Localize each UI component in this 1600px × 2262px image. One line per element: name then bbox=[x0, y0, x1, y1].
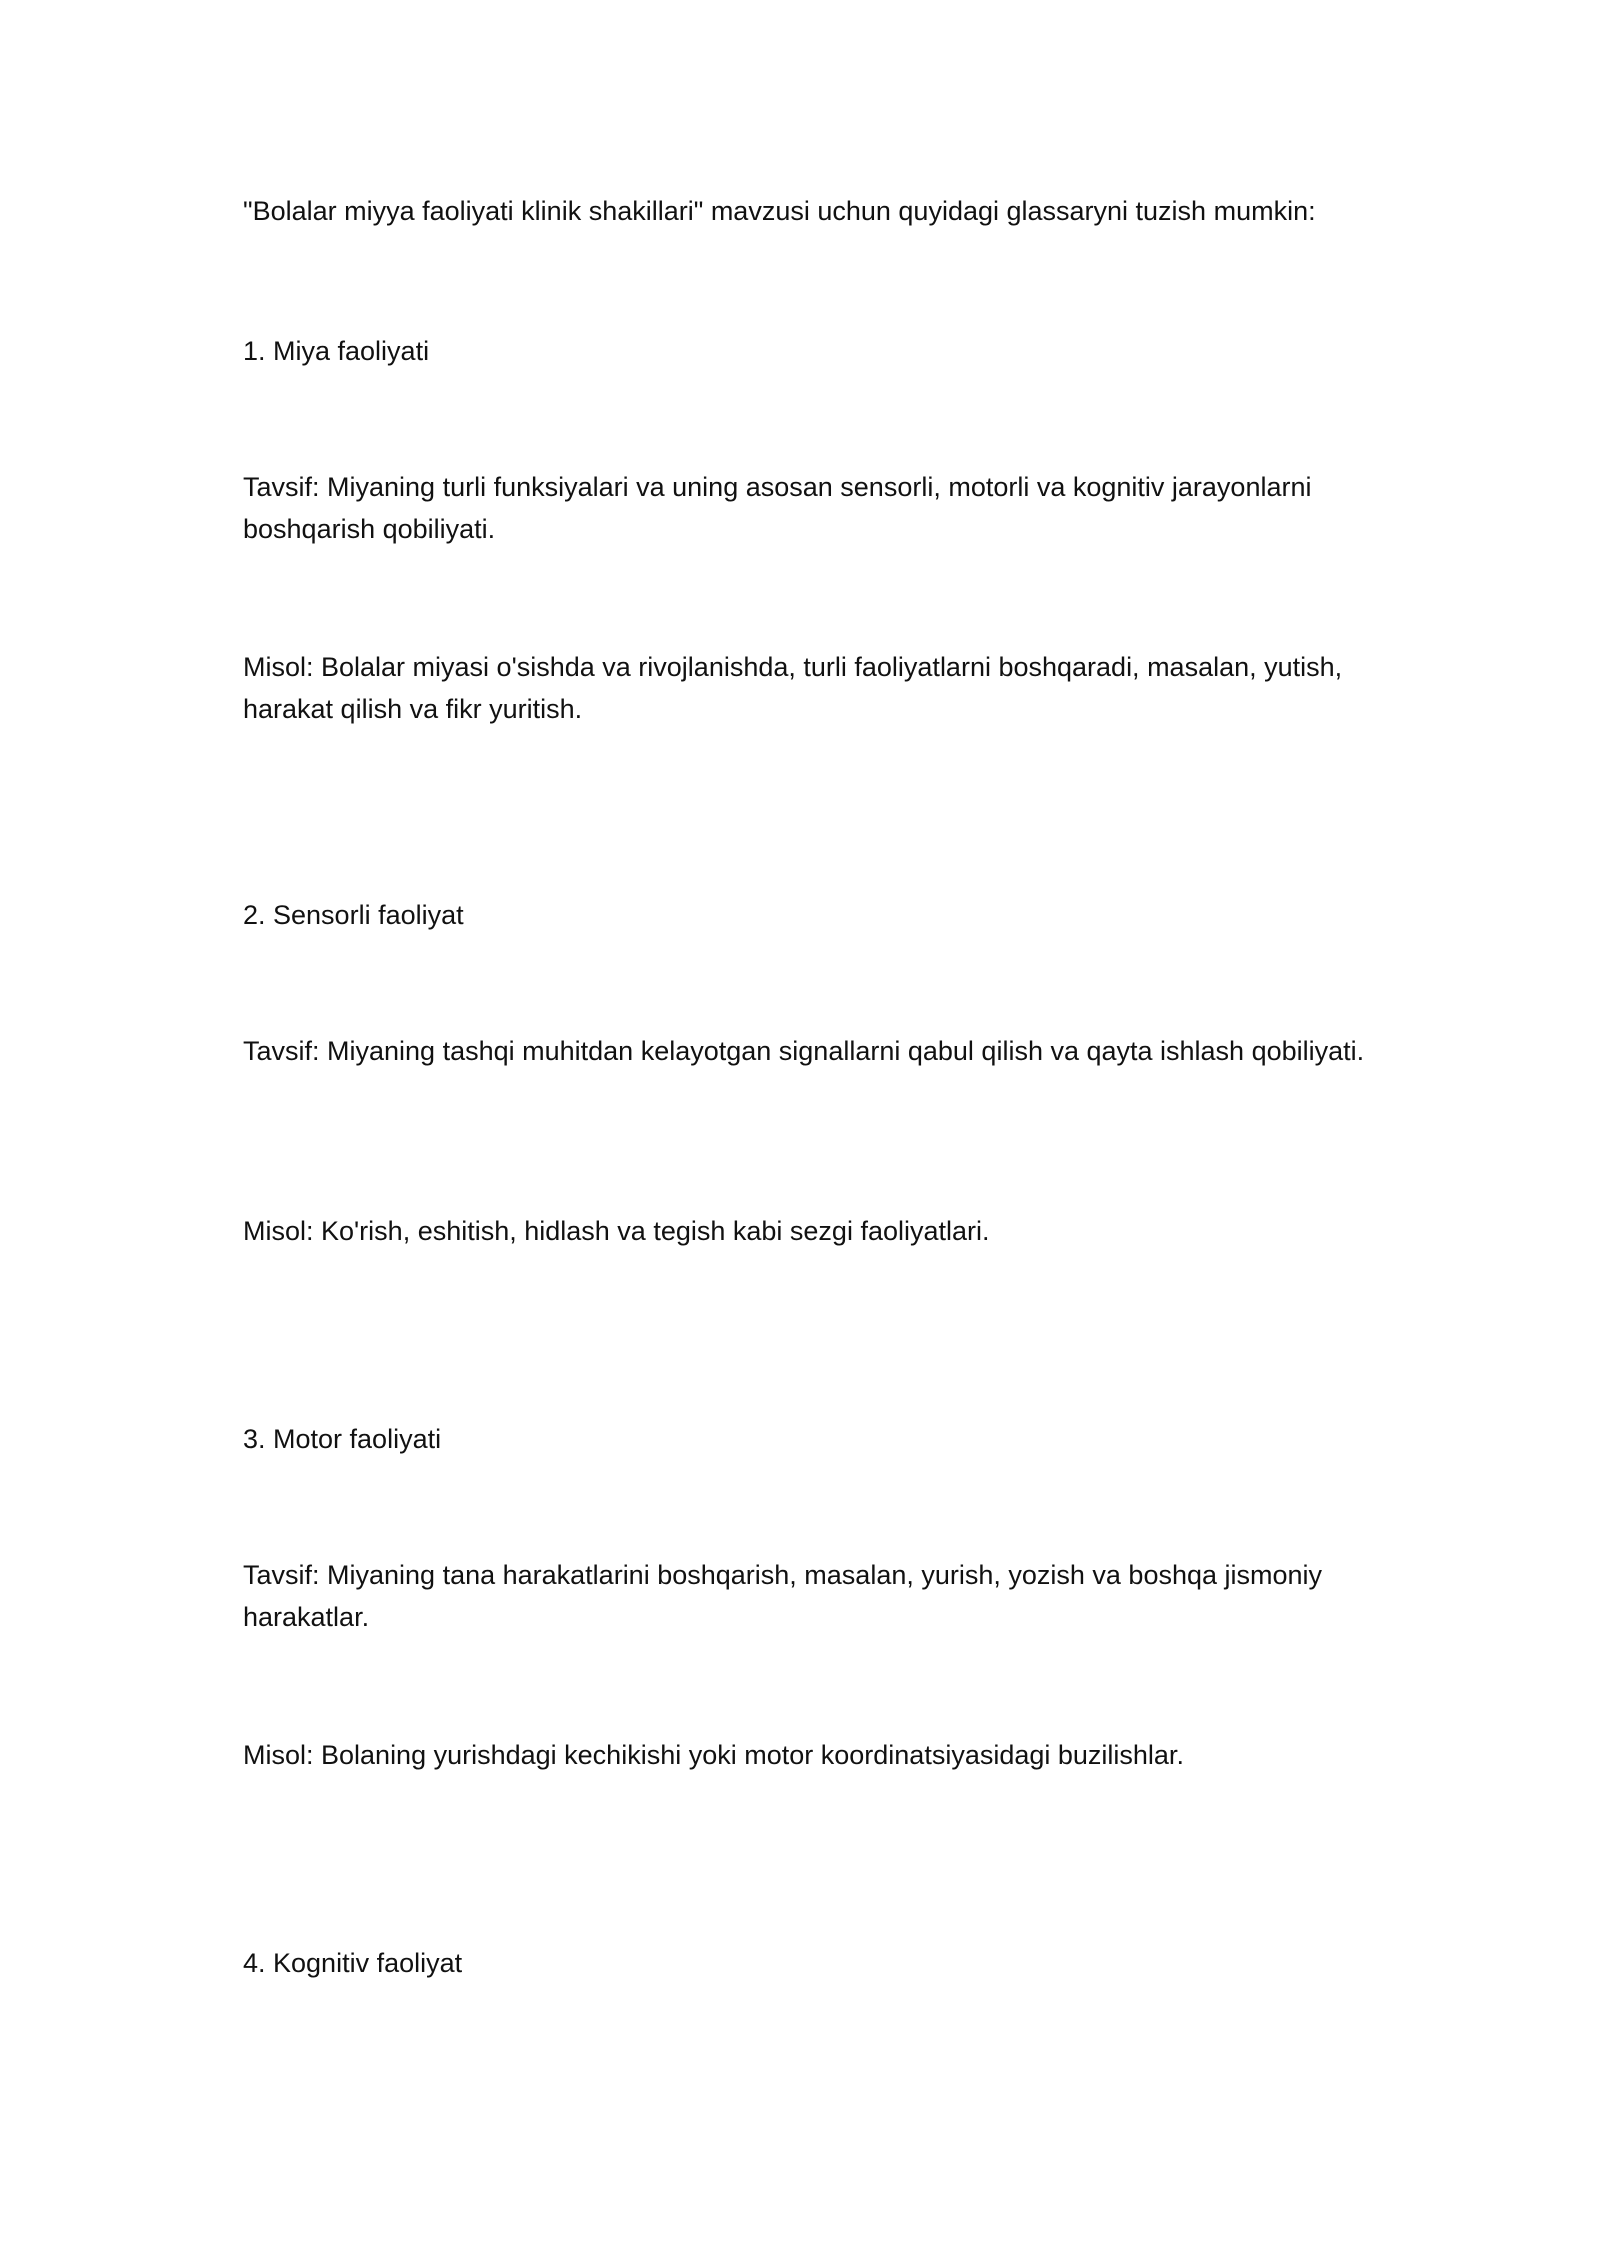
entry-description: Tavsif: Miyaning tashqi muhitdan kelayotgan signallarni qabul qilish va qayta ishlash qobiliyati. bbox=[243, 1036, 1365, 1066]
entry-description: Tavsif: Miyaning turli funksiyalari va uning asosan sensorli, motorli va kognitiv jarayonlarni boshqarish qobiliyati. bbox=[243, 472, 1312, 544]
entry-heading: 2. Sensorli faoliyat bbox=[243, 900, 464, 930]
entry-heading: 4. Kognitiv faoliyat bbox=[243, 1948, 463, 1978]
entry-description: Tavsif: Miyaning tana harakatlarini boshqarish, masalan, yurish, yozish va boshqa jismoniy harakatlar. bbox=[243, 1560, 1323, 1632]
entry-example: Misol: Ko'rish, eshitish, hidlash va tegish kabi sezgi faoliyatlari. bbox=[243, 1216, 990, 1246]
entry-example: Misol: Bolalar miyasi o'sishda va rivojlanishda, turli faoliyatlarni boshqaradi, masalan, yutish, harakat qilish va fikr yuritish. bbox=[243, 652, 1343, 724]
intro-paragraph: "Bolalar miyya faoliyati klinik shakillari" mavzusi uchun quyidagi glassaryni tuzish mumkin: bbox=[243, 196, 1316, 226]
entry-heading: 3. Motor faoliyati bbox=[243, 1424, 442, 1454]
entry-example: Misol: Bolaning yurishdagi kechikishi yoki motor koordinatsiyasidagi buzilishlar. bbox=[243, 1740, 1184, 1770]
entry-heading: 1. Miya faoliyati bbox=[243, 336, 430, 366]
